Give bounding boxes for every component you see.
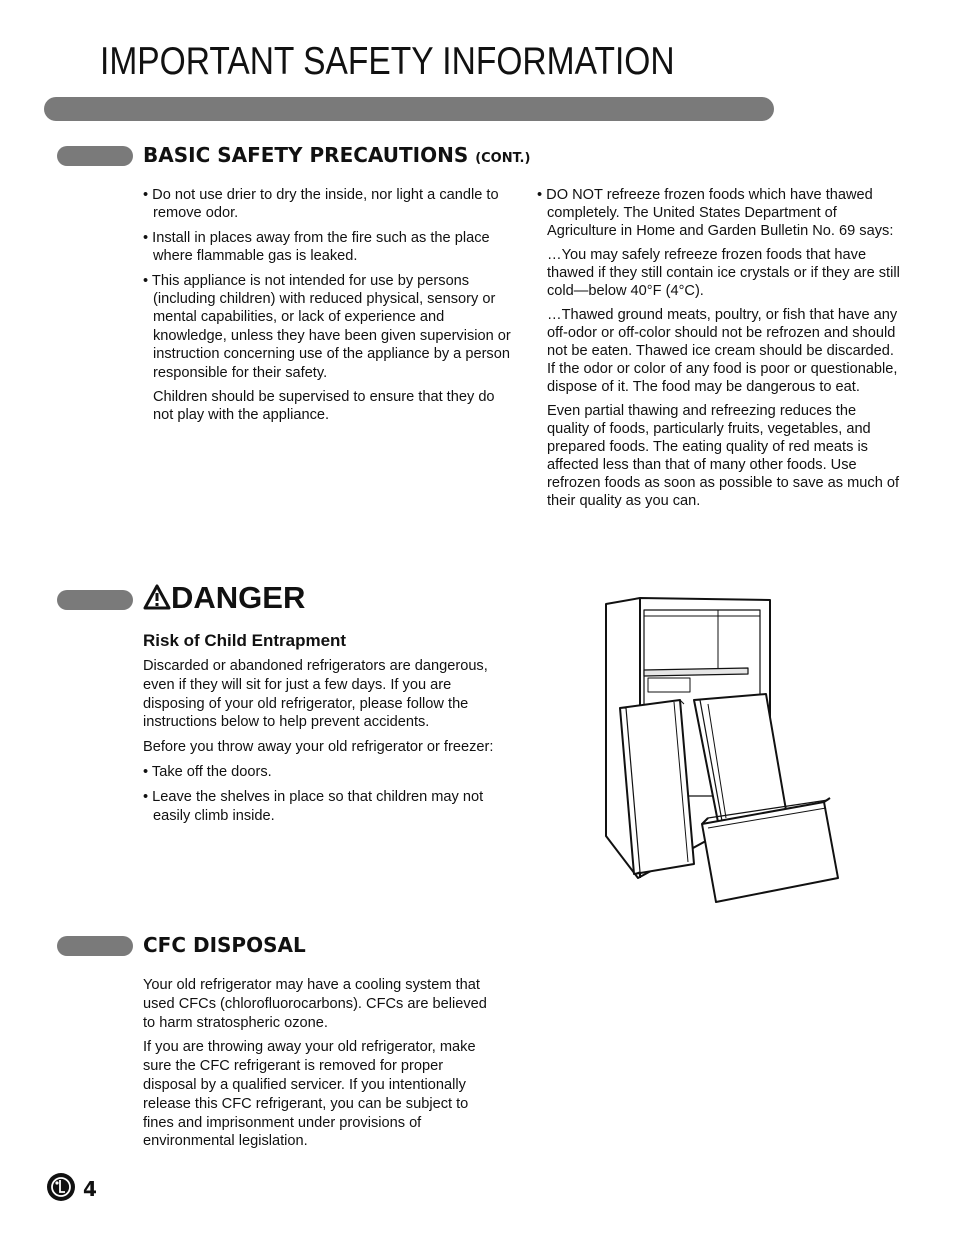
refrigerator-illustration (598, 596, 846, 906)
section-marker-pill (57, 590, 133, 610)
refreeze-para: Even partial thawing and refreezing reduces the quality of foods, particularly fruits, vegetables, and prepared foods. The eating quality of red meats is affected less than that of many other foods. Use refrozen foods as soon as possible to save as much of their quality as you can. (547, 403, 900, 509)
cfc-heading: CFC DISPOSAL (143, 933, 306, 957)
basic-left-bullet: • This appliance is not intended for use by persons (including children) with reduced physical, sensory or mental capabilities, or lack of experience and knowledge, unless they have been given supervision or instruction concerning use of the appliance by a person responsible for their safety. (143, 272, 511, 381)
basic-right-column (537, 186, 902, 516)
danger-para: Discarded or abandoned refrigerators are dangerous, even if they will sit for just a few days. If you are disposing of your old refrigerator, please follow the instructions below to help prevent accidents. (143, 658, 488, 731)
refreeze-para: …You may safely refreeze frozen foods that have thawed if they still contain ice crystals or if they are still cold—below 40°F (4°C). (547, 247, 900, 299)
page-title: IMPORTANT SAFETY INFORMATION (100, 40, 675, 83)
danger-body (143, 657, 503, 831)
basic-left-note: Children should be supervised to ensure that they do not play with the appliance. (153, 389, 495, 424)
warning-triangle-icon (143, 584, 171, 610)
danger-bullet: • Take off the doors. (143, 763, 272, 780)
cfc-para: Your old refrigerator may have a cooling system that used CFCs (chlorofluorocarbons). CFCs are believed to harm stratospheric ozone. (143, 977, 487, 1031)
section-marker-pill (57, 936, 133, 956)
refreeze-bullet: • DO NOT refreeze frozen foods which have thawed completely. The United States Department of Agriculture in Home and Garden Bulletin No. 69 says: (537, 187, 894, 239)
cfc-body (143, 976, 495, 1157)
basic-safety-heading-text: BASIC SAFETY PRECAUTIONS (143, 143, 469, 167)
cfc-para: If you are throwing away your old refrigerator, make sure the CFC refrigerant is removed for proper disposal by a qualified servicer. If you intentionally release this CFC refrigerant, you can be subject to fines and imprisonment under provisions of environmental legislation. (143, 1039, 476, 1150)
lg-logo-icon (46, 1172, 76, 1202)
danger-bullet: • Leave the shelves in place so that children may not easily climb inside. (143, 788, 484, 824)
danger-subheading: Risk of Child Entrapment (143, 631, 347, 650)
basic-left-bullet: • Install in places away from the fire such as the place where flammable gas is leaked. (143, 229, 490, 265)
danger-heading-text: DANGER (171, 580, 306, 615)
basic-left-bullet: • Do not use drier to dry the inside, nor light a candle to remove odor. (143, 187, 499, 222)
danger-heading (143, 580, 305, 616)
basic-safety-heading-suffix: (CONT.) (475, 151, 531, 166)
basic-safety-heading (143, 143, 530, 167)
basic-left-column (143, 186, 518, 431)
title-divider-bar (44, 97, 774, 121)
page-number: 4 (83, 1177, 97, 1201)
section-marker-pill (57, 146, 133, 166)
refreeze-para: …Thawed ground meats, poultry, or fish that have any off-odor or off-color should not be refrozen and should not be eaten. Thawed ice cream should be discarded. If the odor or color of any food is poor or questionable, dispose of it. The food may be dangerous to eat. (547, 307, 898, 395)
danger-para: Before you throw away your old refrigerator or freezer: (143, 739, 494, 756)
